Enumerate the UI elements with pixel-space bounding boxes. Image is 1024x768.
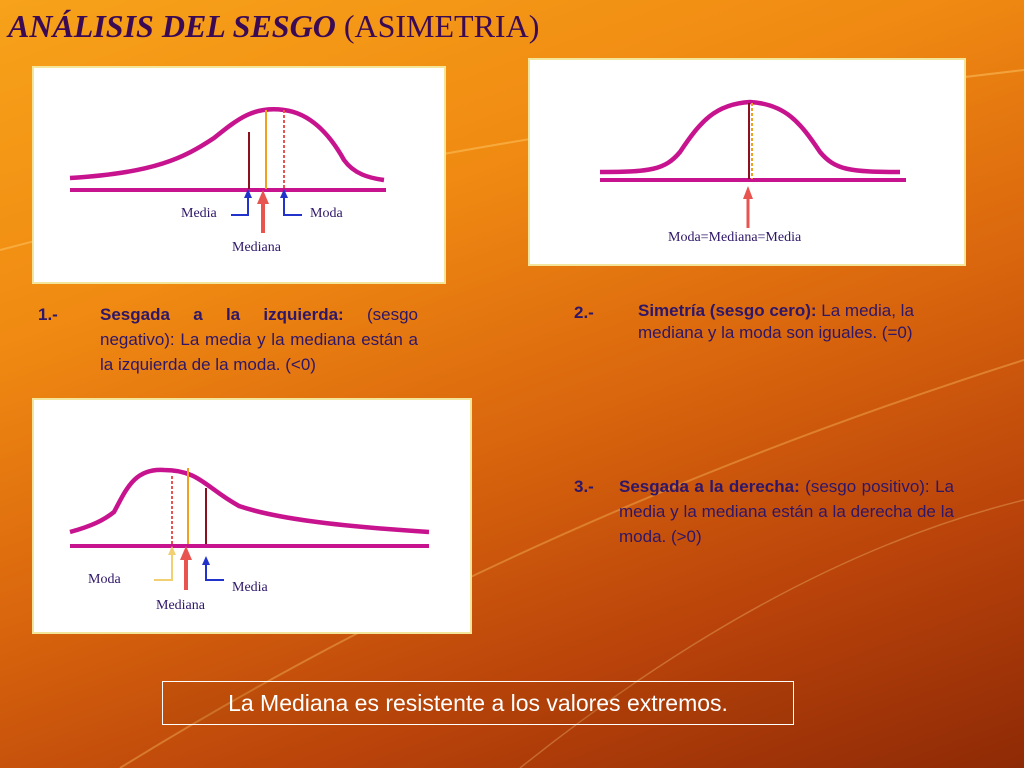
description-2-heading: Simetría (sesgo cero): (638, 301, 817, 320)
label-media: Media (232, 580, 268, 595)
label-moda-mediana-media: Moda=Mediana=Media (668, 230, 802, 245)
center-arrow-icon (743, 186, 753, 228)
description-1-text: (sesgo negativo): La media y la mediana están a la izquierda de la moda. (<0) (100, 305, 419, 374)
description-1-number: 1.- (38, 305, 58, 324)
description-3-number: 3.- (574, 477, 594, 496)
skewed-curve (70, 109, 384, 180)
description-1 (38, 302, 418, 402)
left-skew-diagram (32, 66, 446, 284)
label-mediana: Mediana (156, 598, 205, 613)
label-moda: Moda (88, 572, 121, 587)
description-3 (574, 474, 954, 554)
right-skew-graph (34, 400, 470, 632)
media-arrow-icon (202, 556, 224, 580)
moda-arrow-icon (280, 189, 302, 215)
median-resistance-note: La Mediana es resistente a los valores extremos. (162, 681, 794, 725)
skewed-curve (70, 470, 429, 532)
title-paren: (ASIMETRIA) (343, 8, 540, 44)
title-main: ANÁLISIS DEL SESGO (8, 8, 336, 44)
symmetric-diagram (528, 58, 966, 266)
page-title (8, 8, 539, 45)
description-3-text: (sesgo positivo): La media y la mediana están a la derecha de la moda. (>0) (619, 477, 954, 546)
label-media: Media (181, 206, 217, 221)
description-2-text: La media, la mediana y la moda son iguales. (=0) (638, 301, 914, 342)
description-3-heading: Sesgada a la derecha: (619, 477, 800, 496)
description-2 (574, 300, 954, 380)
label-mediana: Mediana (232, 240, 281, 255)
right-skew-diagram (32, 398, 472, 634)
description-1-heading: Sesgada a la izquierda: (100, 305, 344, 324)
description-2-number: 2.- (574, 303, 594, 322)
mediana-arrow-icon (257, 190, 269, 233)
media-arrow-icon (231, 189, 252, 215)
label-moda: Moda (310, 206, 343, 221)
moda-arrow-icon (154, 546, 176, 580)
mediana-arrow-icon (180, 546, 192, 590)
